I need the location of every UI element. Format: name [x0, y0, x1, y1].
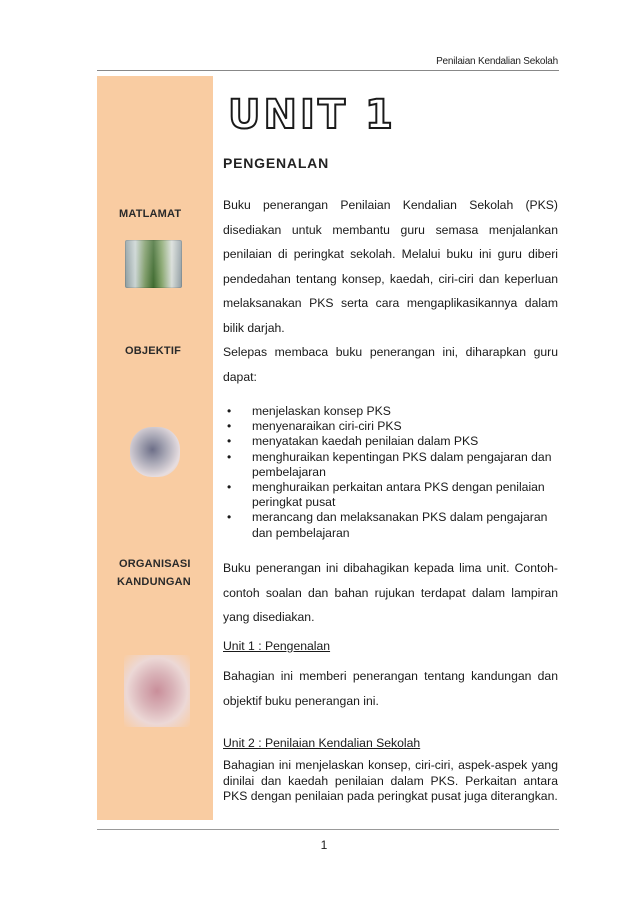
page-number: 1 [320, 838, 328, 852]
bullet-icon: • [227, 510, 232, 525]
list-item: • menghuraikan perkaitan antara PKS dengan penilaian peringkat pusat [227, 480, 545, 510]
bullet-icon: • [227, 480, 232, 495]
students-image [130, 427, 180, 477]
footer-divider [97, 829, 559, 830]
running-header: Penilaian Kendalian Sekolah [436, 56, 558, 67]
section-heading: PENGENALAN [223, 155, 330, 171]
organisasi-paragraph: Buku penerangan ini dibahagikan kepada lima unit. Contoh-contoh soalan dan bahan rujukan terdapat dalam lampiran yang disediakan. [223, 561, 558, 625]
unit1-paragraph: Bahagian ini memberi penerangan tentang kandungan dan objektif buku penerangan ini. [223, 669, 558, 708]
objektif-intro: Selepas membaca buku penerangan ini, diharapkan guru dapat: [223, 345, 558, 384]
unit-title: UNIT 1 [228, 92, 396, 138]
unit2-paragraph: Bahagian ini menjelaskan konsep, ciri-ciri, aspek-aspek yang dinilai dan kaedah penilaian dalam PKS. Perkaitan antara PKS dengan penilaian pada peringkat pusat juga diterangkan. [223, 758, 558, 803]
intro-paragraph: Buku penerangan Penilaian Kendalian Sekolah (PKS) disediakan untuk membantu guru semasa menjalankan penilaian di peringkat sekolah. Melalui buku ini guru diberi pendedahan tentang konsep, kaedah, ciri-ciri dan keperluan melaksanakan PKS serta cara mengaplikasikannya dalam bilik darjah. [223, 198, 558, 335]
sidebar-label-objektif: OBJEKTIF [125, 345, 181, 357]
sidebar-label-matlamat: MATLAMAT [119, 208, 182, 220]
objectives-list [223, 404, 558, 541]
bullet-icon: • [227, 419, 232, 434]
bullet-icon: • [227, 449, 232, 464]
sidebar-label-kandungan: KANDUNGAN [117, 576, 191, 588]
list-item: • menyenaraikan ciri-ciri PKS [227, 419, 402, 434]
bullet-icon: • [227, 434, 232, 449]
document-image [124, 655, 190, 727]
bullet-icon: • [227, 404, 232, 418]
unit2-heading: Unit 2 : Penilaian Kendalian Sekolah [223, 736, 421, 750]
list-item: • merancang dan melaksanakan PKS dalam pengajaran dan pembelajaran [227, 510, 548, 540]
sidebar-label-organisasi: ORGANISASI [119, 558, 191, 570]
list-item: • menyatakan kaedah penilaian dalam PKS [227, 434, 479, 449]
list-item: • menghuraikan kepentingan PKS dalam pengajaran dan pembelajaran [227, 449, 552, 479]
header-divider [97, 70, 559, 71]
school-building-image [125, 240, 182, 288]
unit1-heading: Unit 1 : Pengenalan [223, 639, 331, 653]
list-item: • menjelaskan konsep PKS [227, 404, 391, 418]
